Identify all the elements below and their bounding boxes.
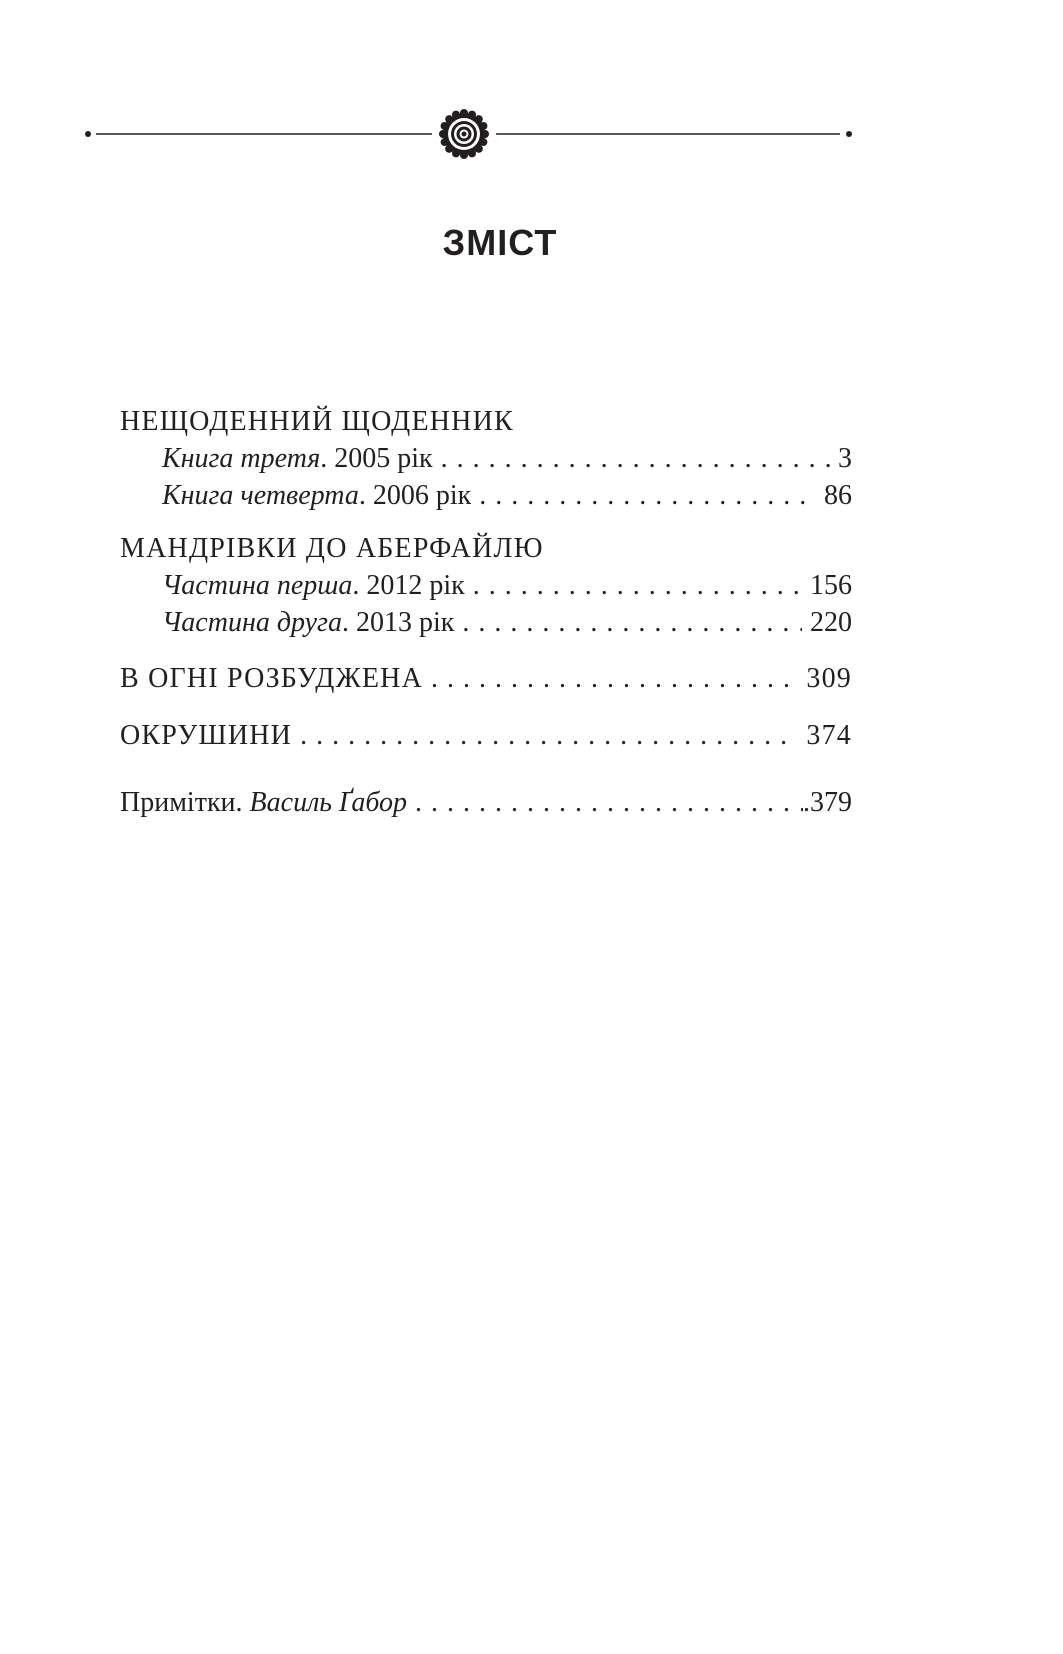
toc-part-title: МАНДРІВКИ ДО АБЕРФАЙЛЮ [120, 533, 544, 564]
dot-leader [479, 478, 816, 514]
page-number: .379 [803, 787, 852, 818]
dot-leader [441, 441, 830, 477]
dot-leader [462, 605, 802, 641]
toc-notes-entry[interactable] [120, 785, 852, 821]
page-number: 3 [838, 443, 852, 474]
dot-leader [415, 785, 803, 821]
dot-leader [300, 718, 798, 754]
toc-entry[interactable] [162, 478, 852, 514]
toc-part-entry[interactable] [120, 718, 852, 754]
toc-entry-label: Книга третя. 2005 рік [162, 443, 433, 474]
dot-leader [431, 661, 798, 697]
page-number: 220 [810, 607, 852, 638]
toc-part-title: НЕЩОДЕННИЙ ЩОДЕННИК [120, 406, 514, 437]
toc-entry-label: Примітки. Василь Ґабор [120, 787, 408, 818]
dot-leader [473, 568, 802, 604]
toc-part-entry[interactable] [120, 661, 852, 697]
toc-part-title: ОКРУШИНИ [120, 720, 293, 751]
toc-part-title: В ОГНІ РОЗБУДЖЕНА [120, 663, 424, 694]
page-number: 309 [806, 663, 852, 694]
toc-entry[interactable] [162, 441, 852, 477]
page-number: 156 [810, 570, 852, 601]
page-title: ЗМІСТ [442, 222, 558, 263]
toc-entry[interactable] [162, 605, 852, 641]
toc-entry-label: Книга четверта. 2006 рік [162, 480, 472, 511]
page-number: 86 [824, 480, 852, 511]
toc-entry[interactable] [162, 568, 852, 604]
toc-entry-label: Частина друга. 2013 рік [162, 607, 455, 638]
page-number: 374 [806, 720, 852, 751]
toc-entry-label: Частина перша. 2012 рік [162, 570, 465, 601]
